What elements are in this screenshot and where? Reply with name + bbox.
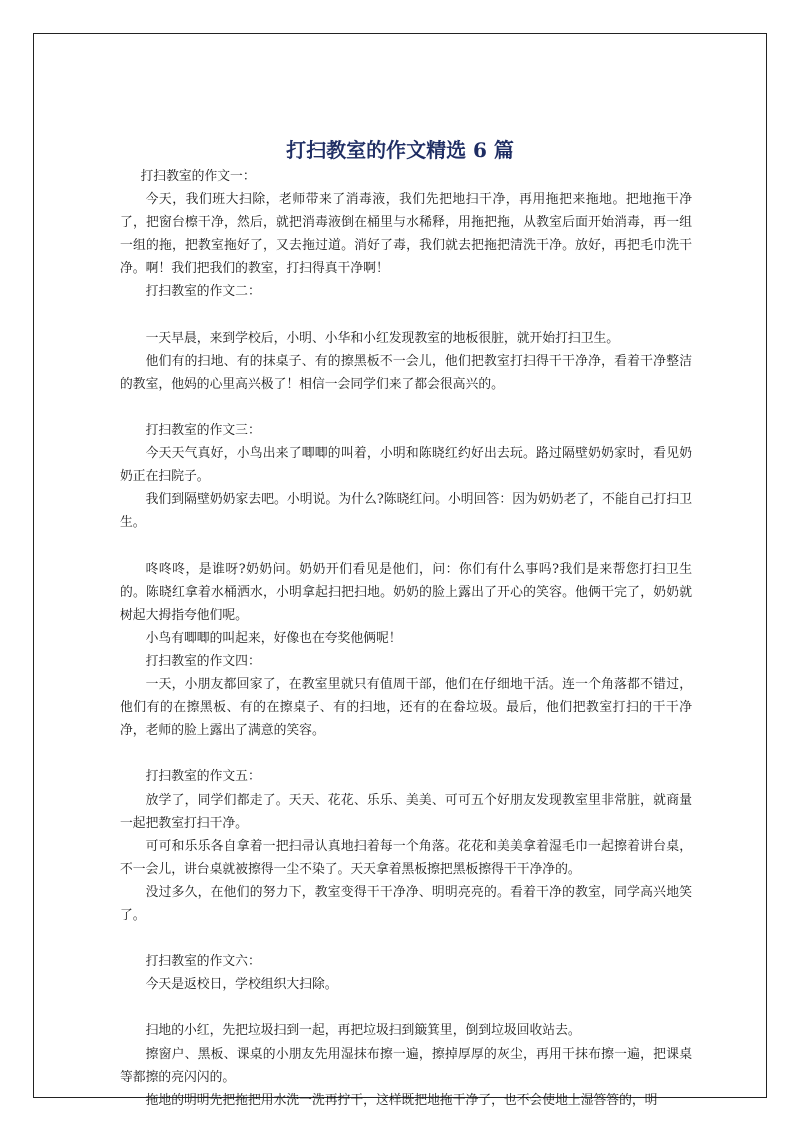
paragraph-spacer <box>120 996 692 1019</box>
body-paragraph: 小鸟有唧唧的叫起来，好像也在夸奖他俩呢！ <box>145 630 402 646</box>
body-paragraph: 没过多久，在他们的努力下，教室变得干干净净、明明亮亮的。看着干净的教室，同学高兴地笑了。 <box>120 884 692 923</box>
paragraph-spacer <box>120 396 692 419</box>
essay-heading-2: 打扫教室的作文二： <box>145 284 261 300</box>
paragraph-spacer <box>120 304 692 327</box>
body-paragraph: 今天是返校日，学校组织大扫除。 <box>145 977 338 993</box>
document-body <box>120 165 692 1112</box>
body-paragraph: 一天，小朋友都回家了，在教室里就只有值周干部，他们在仔细地干活。连一个角落都不错过，他们有的在擦黑板、有的在擦桌子、有的扫地，还有的在畚垃圾。最后，他们把教室打扫的干干净净，老师的脸上露出了满意的笑容。 <box>120 677 692 739</box>
body-paragraph: 他们有的扫地、有的抹桌子、有的擦黑板不一会儿，他们把教室打扫得干干净净，看着干净整洁的教室，他妈的心里高兴极了！相信一会同学们来了都会很高兴的。 <box>120 353 692 392</box>
essay-heading-3: 打扫教室的作文三： <box>145 423 261 439</box>
body-paragraph: 扫地的小红，先把垃圾扫到一起，再把垃圾扫到簸箕里，倒到垃圾回收站去。 <box>145 1023 581 1039</box>
body-paragraph: 我们到隔壁奶奶家去吧。小明说。为什么?陈晓红问。小明回答：因为奶奶老了，不能自己打扫卫生。 <box>120 492 692 531</box>
essay-heading-4: 打扫教室的作文四： <box>145 653 261 669</box>
document-page <box>33 33 767 1108</box>
body-paragraph: 今天，我们班大扫除，老师带来了消毒液，我们先把地扫干净，再用拖把来拖地。把地拖干净了，把窗台檫干净，然后，就把消毒液倒在桶里与水稀释，用拖把拖，从教室后面开始消毒，再一组一组的拖，把教室拖好了，又去拖过道。消好了毒，我们就去把拖把清洗干净。放好，再把毛巾洗干净。啊！我们把我们的教室，打扫得真干净啊！ <box>120 192 692 277</box>
document-title: 打扫教室的作文精选 6 篇 <box>286 138 514 162</box>
body-paragraph: 擦窗户、黑板、课桌的小朋友先用湿抹布擦一遍，擦掉厚厚的灰尘，再用干抹布擦一遍，把课桌等都擦的亮闪闪的。 <box>120 1046 692 1085</box>
body-paragraph: 咚咚咚，是谁呀?奶奶问。奶奶开们看见是他们，问：你们有什么事吗?我们是来帮您打扫卫生的。陈晓红拿着水桶洒水，小明拿起扫把扫地。奶奶的脸上露出了开心的笑容。他俩干完了，奶奶就树起大拇指夸他们呢。 <box>120 561 692 623</box>
body-paragraph: 今天天气真好，小鸟出来了唧唧的叫着，小明和陈晓红约好出去玩。路过隔壁奶奶家时，看见奶奶正在扫院子。 <box>120 446 692 485</box>
paragraph-spacer <box>120 535 692 558</box>
body-paragraph: 拖地的明明先把拖把用水洗一洗再拧干，这样既把地拖干净了，也不会使地上湿答答的，明 <box>145 1092 658 1108</box>
body-paragraph: 一天早晨，来到学校后，小明、小华和小红发现教室的地板很脏，就开始打扫卫生。 <box>145 330 620 346</box>
body-paragraph: 放学了，同学们都走了。天天、花花、乐乐、美美、可可五个好朋友发现教室里非常脏，就商量一起把教室打扫干净。 <box>120 792 692 831</box>
body-paragraph: 可可和乐乐各自拿着一把扫帚认真地扫着每一个角落。花花和美美拿着湿毛巾一起擦着讲台桌，不一会儿，讲台桌就被擦得一尘不染了。天天拿着黑板擦把黑板擦得干干净净的。 <box>120 838 692 877</box>
essay-heading-1: 打扫教室的作文一： <box>140 169 256 184</box>
paragraph-spacer <box>120 742 692 765</box>
paragraph-spacer <box>120 927 692 950</box>
essay-heading-5: 打扫教室的作文五： <box>145 769 261 785</box>
essay-heading-6: 打扫教室的作文六： <box>145 954 261 970</box>
